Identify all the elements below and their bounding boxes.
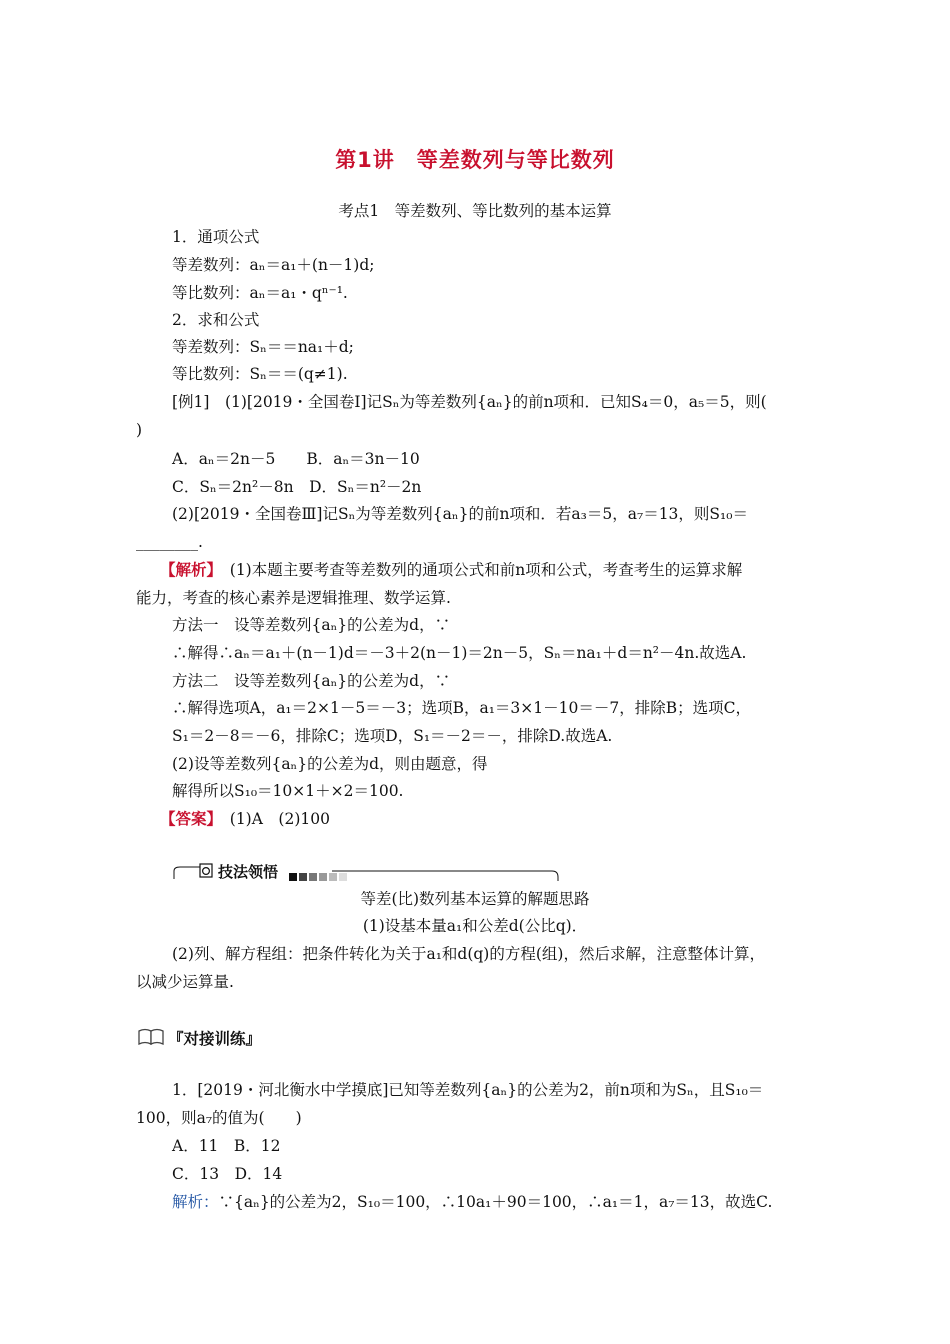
- book-icon: [138, 1027, 164, 1047]
- formula-heading-1: 1．通项公式: [172, 228, 260, 246]
- analysis-p2: (2)设等差数列{aₙ}的公差为d，则由题意，得: [172, 755, 488, 773]
- jifa-squares: [289, 866, 349, 885]
- section-heading: 考点1 等差数列、等比数列的基本运算: [338, 202, 612, 220]
- answer-text: (1)A (2)100: [214, 810, 330, 828]
- arith-sum-formula: 等差数列：Sₙ＝＝na₁＋d;: [172, 338, 354, 356]
- example-q2-line1: (2)[2019・全国卷Ⅲ]记Sₙ为等差数列{aₙ}的前n项和．若a₃＝5，a₇＝13，则S₁₀＝: [172, 505, 748, 523]
- analysis-method2c: S₁＝2－8＝－6，排除C；选项D，S₁＝－2＝－，排除D.故选A.: [172, 727, 613, 745]
- arith-term-formula: 等差数列：aₙ＝a₁＋(n－1)d;: [172, 256, 375, 274]
- example-q2-line2: ________.: [136, 533, 203, 551]
- analysis-method2: 方法二 设等差数列{aₙ}的公差为d，∵: [172, 672, 451, 690]
- analysis-p1-text: (1)本题主要考查等差数列的通项公式和前n项和公式，考查考生的运算求解: [214, 561, 743, 579]
- analysis-method2b: ∴解得选项A，a₁＝2×1－5＝－3；选项B，a₁＝3×1－10＝－7，排除B；选项C，: [172, 699, 751, 717]
- answer-tag: 【答案】: [160, 810, 215, 828]
- geo-term-formula: 等比数列：aₙ＝a₁・qⁿ⁻¹.: [172, 284, 348, 302]
- example-q1-line2: ): [136, 421, 143, 439]
- analysis-p1: [160, 560, 742, 580]
- analysis-p1b: 能力，考查的核心素养是逻辑推理、数学运算.: [136, 589, 451, 607]
- answer-line: [160, 809, 330, 829]
- analysis-method1: 方法一 设等差数列{aₙ}的公差为d，∵: [172, 616, 451, 634]
- geo-sum-formula: 等比数列：Sₙ＝＝(q≠1).: [172, 365, 348, 383]
- jifa-banner: [172, 861, 560, 881]
- example-q1-line1: [例1] (1)[2019・全国卷Ⅰ]记Sₙ为等差数列{aₙ}的前n项和．已知S₄＝0，a₅＝5，则(: [172, 393, 767, 411]
- page-title: 第1讲 等差数列与等比数列: [335, 148, 615, 172]
- jifa-step2b: 以减少运算量.: [136, 973, 234, 991]
- jifa-label: 技法领悟: [218, 863, 279, 881]
- training-solution: [172, 1192, 772, 1212]
- jifa-step1: (1)设基本量a₁和公差d(公比q)．: [362, 917, 588, 935]
- analysis-method1b: ∴解得∴aₙ＝a₁＋(n－1)d＝－3＋2(n－1)＝2n－5，Sₙ＝na₁＋d＝n²－4n.故选A.: [172, 644, 747, 662]
- analysis-p2b: 解得所以S₁₀＝10×1＋×2＝100.: [172, 782, 404, 800]
- training-options-cd: C．13 D．14: [172, 1165, 283, 1183]
- training-label: 『对接训练』: [168, 1030, 262, 1048]
- solution-text: ∵{aₙ}的公差为2，S₁₀＝100，∴10a₁＋90＝100，∴a₁＝1，a₇＝13，故选C.: [218, 1193, 773, 1211]
- jifa-step2: (2)列、解方程组：把条件转化为关于a₁和d(q)的方程(组)，然后求解，注意整体计算，: [172, 945, 765, 963]
- solution-tag: 解析：: [172, 1193, 219, 1211]
- example-options-ab: A．aₙ＝2n－5 B．aₙ＝3n－10: [172, 450, 420, 468]
- training-q1: 1．[2019・河北衡水中学摸底]已知等差数列{aₙ}的公差为2，前n项和为Sₙ，且S₁₀＝: [172, 1081, 764, 1099]
- training-options-ab: A．11 B．12: [172, 1137, 281, 1155]
- jifa-title: 等差(比)数列基本运算的解题思路: [360, 890, 590, 908]
- example-options-cd: C．Sₙ＝2n²－8n D．Sₙ＝n²－2n: [172, 478, 422, 496]
- training-q1b: 100，则a₇的值为( ): [136, 1109, 302, 1127]
- formula-heading-2: 2．求和公式: [172, 311, 260, 329]
- analysis-tag: 【解析】: [160, 561, 215, 579]
